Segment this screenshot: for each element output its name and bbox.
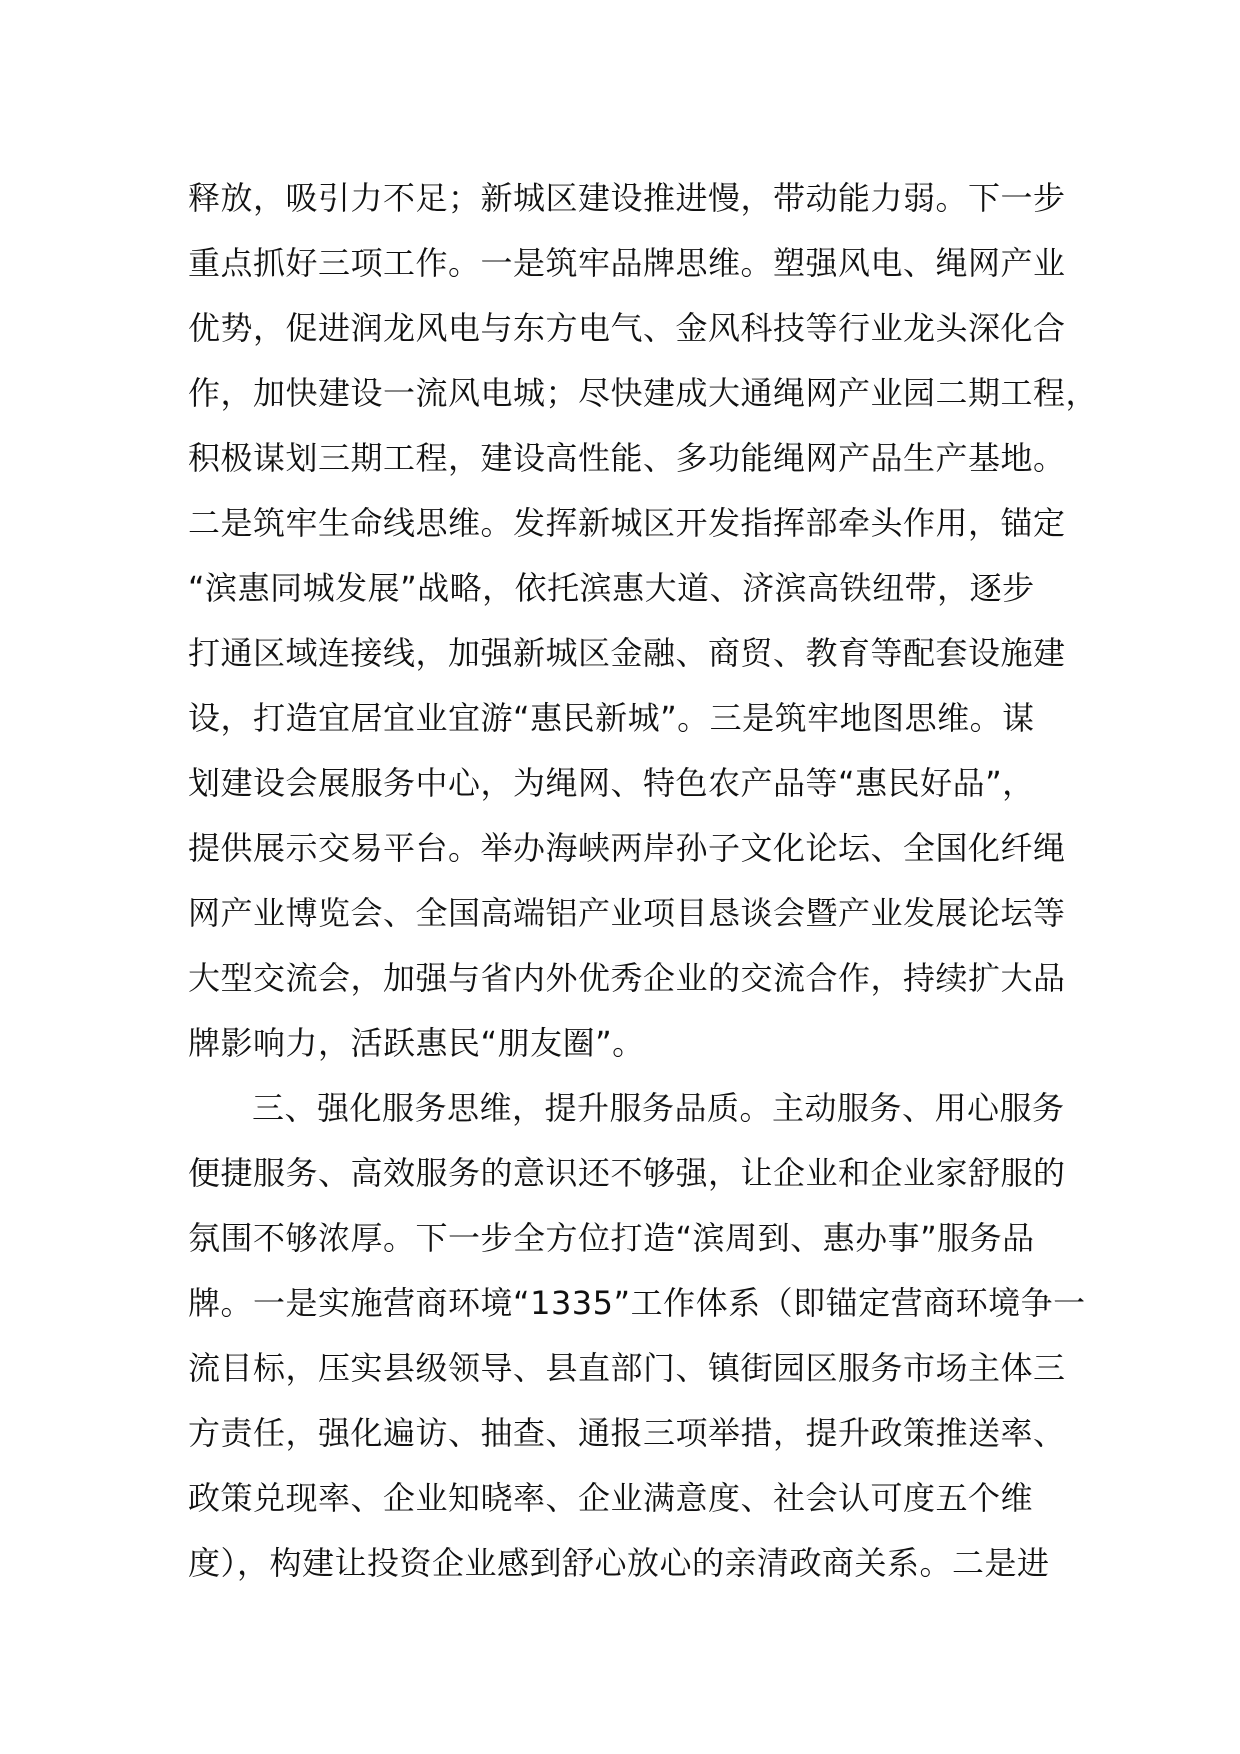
text-line: 二是筑牢生命线思维。发挥新城区开发指挥部牵头作用，锚定 [188,504,1066,542]
text-line: 优势，促进润龙风电与东方电气、金风科技等行业龙头深化合 [188,309,1066,347]
text-line: 打通区域连接线，加强新城区金融、商贸、教育等配套设施建 [188,634,1066,672]
section-heading-line: 三、强化服务思维，提升服务品质。主动服务、用心服务 [252,1089,1065,1127]
text-line: 度），构建让投资企业感到舒心放心的亲清政商关系。二是进 [188,1544,1050,1582]
text-line: 网产业博览会、全国高端铝产业项目恳谈会暨产业发展论坛等 [188,894,1066,932]
text-line: 流目标，压实县级领导、县直部门、镇街园区服务市场主体三 [188,1349,1066,1387]
text-line: 氛围不够浓厚。下一步全方位打造“滨周到、惠办事”服务品 [188,1219,1035,1257]
text-line: 重点抓好三项工作。一是筑牢品牌思维。塑强风电、绳网产业 [188,244,1066,282]
text-line: 大型交流会，加强与省内外优秀企业的交流合作，持续扩大品 [188,959,1066,997]
text-line: 设，打造宜居宜业宜游“惠民新城”。三是筑牢地图思维。谋 [188,699,1035,737]
text-line: 积极谋划三期工程，建设高性能、多功能绳网产品生产基地。 [188,439,1066,477]
text-line: 牌。一是实施营商环境“1335”工作体系（即锚定营商环境争一 [188,1284,1086,1322]
text-line: 方责任，强化遍访、抽查、通报三项举措，提升政策推送率、 [188,1414,1066,1452]
text-line: “滨惠同城发展”战略，依托滨惠大道、济滨高铁纽带，逐步 [188,569,1035,607]
text-line: 释放，吸引力不足；新城区建设推进慢，带动能力弱。下一步 [188,179,1066,217]
text-line: 便捷服务、高效服务的意识还不够强，让企业和企业家舒服的 [188,1154,1066,1192]
body-text [188,166,1099,1596]
text-line: 作，加快建设一流风电城；尽快建成大通绳网产业园二期工程， [188,374,1099,412]
text-line: 牌影响力，活跃惠民“朋友圈”。 [188,1024,645,1062]
text-line: 政策兑现率、企业知晓率、企业满意度、社会认可度五个维 [188,1479,1034,1517]
text-line: 提供展示交易平台。举办海峡两岸孙子文化论坛、全国化纤绳 [188,829,1066,867]
text-line: 划建设会展服务中心，为绳网、特色农产品等“惠民好品”， [188,764,1035,802]
